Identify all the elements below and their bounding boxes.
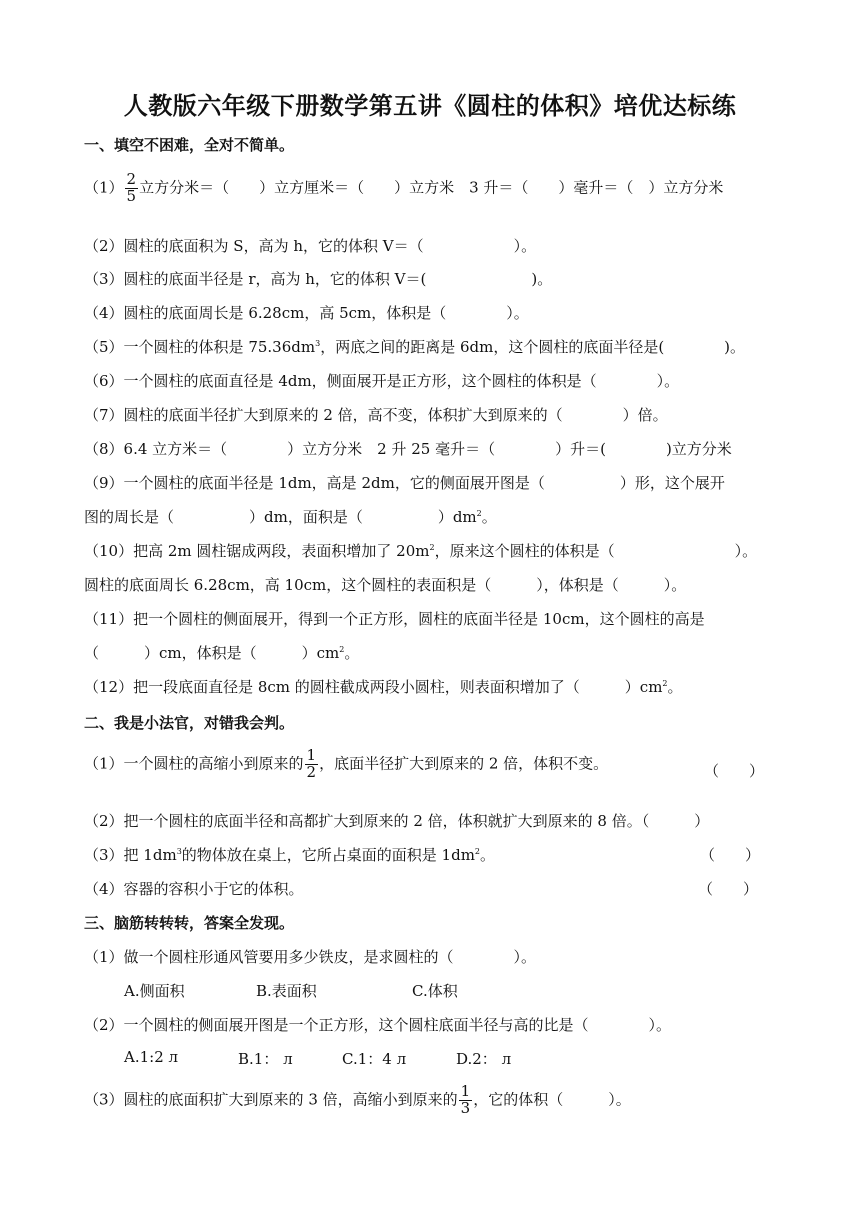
choice-2-option-c[interactable]: C.1：4 л: [342, 1050, 407, 1068]
question-9-line-2: [84, 506, 497, 527]
question-text: 的物体放在桌上，它所占桌面的面积是 1dm: [181, 846, 475, 864]
question-4: （4）圆柱的底面周长是 6.28cm，高 5cm，体积是（ ）。: [84, 304, 529, 322]
judge-1-answer-paren[interactable]: （ ）: [704, 762, 765, 780]
section-heading-fill-blank: 一、填空不困难，全对不简单。: [84, 136, 295, 154]
choice-1-option-c[interactable]: C.体积: [412, 982, 458, 1000]
question-text: 立方分米＝（ ）立方厘米＝（ ）立方米 3 升＝（ ）毫升＝（ ）立方分米: [139, 178, 724, 197]
superscript: 3: [176, 847, 182, 856]
question-9-line-1: （9）一个圆柱的底面半径是 1dm，高是 2dm，它的侧面展开图是（ ）形，这个展开: [84, 474, 725, 492]
fraction-two-fifths: $\frac{2}{5}$: [126, 170, 137, 205]
judge-3: [84, 844, 495, 865]
superscript: 2: [474, 847, 481, 856]
question-10-line-1: [84, 540, 757, 561]
question-10-line-2: 圆柱的底面周长 6.28cm，高 10cm，这个圆柱的表面积是（ ），体积是（ ）。: [84, 576, 687, 594]
question-text: （1）一个圆柱的高缩小到原来的: [84, 754, 304, 773]
fraction-one-half: $\frac{1}{2}$: [306, 746, 317, 781]
question-text: 。: [344, 644, 360, 662]
question-2: （2）圆柱的底面积为 S，高为 h，它的体积 V＝（ ）。: [84, 237, 537, 255]
judge-3-answer-paren[interactable]: （ ）: [700, 846, 761, 864]
judge-4-answer-paren[interactable]: （ ）: [698, 880, 759, 898]
question-1: [84, 172, 723, 205]
page-title: 人教版六年级下册数学第五讲《圆柱的体积》培优达标练: [123, 91, 737, 120]
question-text: ，原来这个圆柱的体积是（ ）。: [434, 542, 758, 560]
question-3: （3）圆柱的底面半径是 r，高为 h，它的体积 V＝( )。: [84, 270, 553, 288]
choice-2: （2）一个圆柱的侧面展开图是一个正方形，这个圆柱底面半径与高的比是（ ）。: [84, 1016, 672, 1034]
question-11-line-2: [84, 642, 359, 663]
question-number: （1）: [84, 178, 124, 197]
question-text: （ ）cm，体积是（ ）cm: [84, 644, 340, 662]
question-text: ，它的体积（ ）。: [473, 1090, 631, 1109]
choice-1-option-a[interactable]: A.侧面积: [124, 982, 185, 1000]
section-heading-choice: 三、脑筋转转转，答案全发现。: [84, 914, 295, 932]
question-12: [84, 676, 683, 697]
superscript: 2: [662, 679, 668, 688]
fraction-one-third: $\frac{1}{3}$: [460, 1082, 471, 1117]
question-text: 。: [481, 508, 497, 526]
question-text: ，底面半径扩大到原来的 2 倍，体积不变。: [319, 754, 609, 773]
judge-4: （4）容器的容积小于它的体积。: [84, 880, 304, 898]
choice-2-option-d[interactable]: D.2： л: [456, 1050, 512, 1068]
superscript: 2: [429, 543, 435, 552]
question-text: ，两底之间的距离是 6dm，这个圆柱的底面半径是( )。: [320, 338, 746, 356]
question-6: （6）一个圆柱的底面直径是 4dm，侧面展开是正方形，这个圆柱的体积是（ ）。: [84, 372, 680, 390]
choice-3: [84, 1084, 631, 1117]
question-text: 。: [480, 846, 496, 864]
question-text: （12）把一段底面直径是 8cm 的圆柱截成两段小圆柱，则表面积增加了（ ）cm: [84, 678, 663, 696]
judge-2: （2）把一个圆柱的底面半径和高都扩大到原来的 2 倍，体积就扩大到原来的 8 倍。（ ）: [84, 812, 710, 830]
choice-2-option-b[interactable]: B.1： л: [238, 1050, 293, 1068]
judge-1: [84, 748, 608, 781]
choice-1: （1）做一个圆柱形通风管要用多少铁皮，是求圆柱的（ ）。: [84, 948, 537, 966]
superscript: 2: [476, 509, 482, 518]
section-heading-true-false: 二、我是小法官，对错我会判。: [84, 714, 295, 732]
superscript: 2: [339, 645, 345, 654]
question-text: （10）把高 2m 圆柱锯成两段，表面积增加了 20m: [84, 542, 430, 560]
question-7: （7）圆柱的底面半径扩大到原来的 2 倍，高不变，体积扩大到原来的（ ）倍。: [84, 406, 668, 424]
question-11-line-1: （11）把一个圆柱的侧面展开，得到一个正方形，圆柱的底面半径是 10cm，这个圆柱的高是: [84, 610, 705, 628]
choice-2-option-a[interactable]: A.1:2 л: [124, 1048, 179, 1066]
question-text: （3）把 1dm: [84, 846, 177, 864]
choice-1-option-b[interactable]: B.表面积: [256, 982, 317, 1000]
question-5: [84, 336, 745, 357]
question-text: 图的周长是（ ）dm，面积是（ ）dm: [84, 508, 477, 526]
question-text: 。: [667, 678, 683, 696]
superscript: 3: [315, 339, 321, 348]
question-text: （3）圆柱的底面积扩大到原来的 3 倍，高缩小到原来的: [84, 1090, 458, 1109]
question-8: （8）6.4 立方米＝（ ）立方分米 2 升 25 毫升＝（ ）升＝( )立方分米: [84, 440, 732, 458]
question-text: （5）一个圆柱的体积是 75.36dm: [84, 338, 316, 356]
